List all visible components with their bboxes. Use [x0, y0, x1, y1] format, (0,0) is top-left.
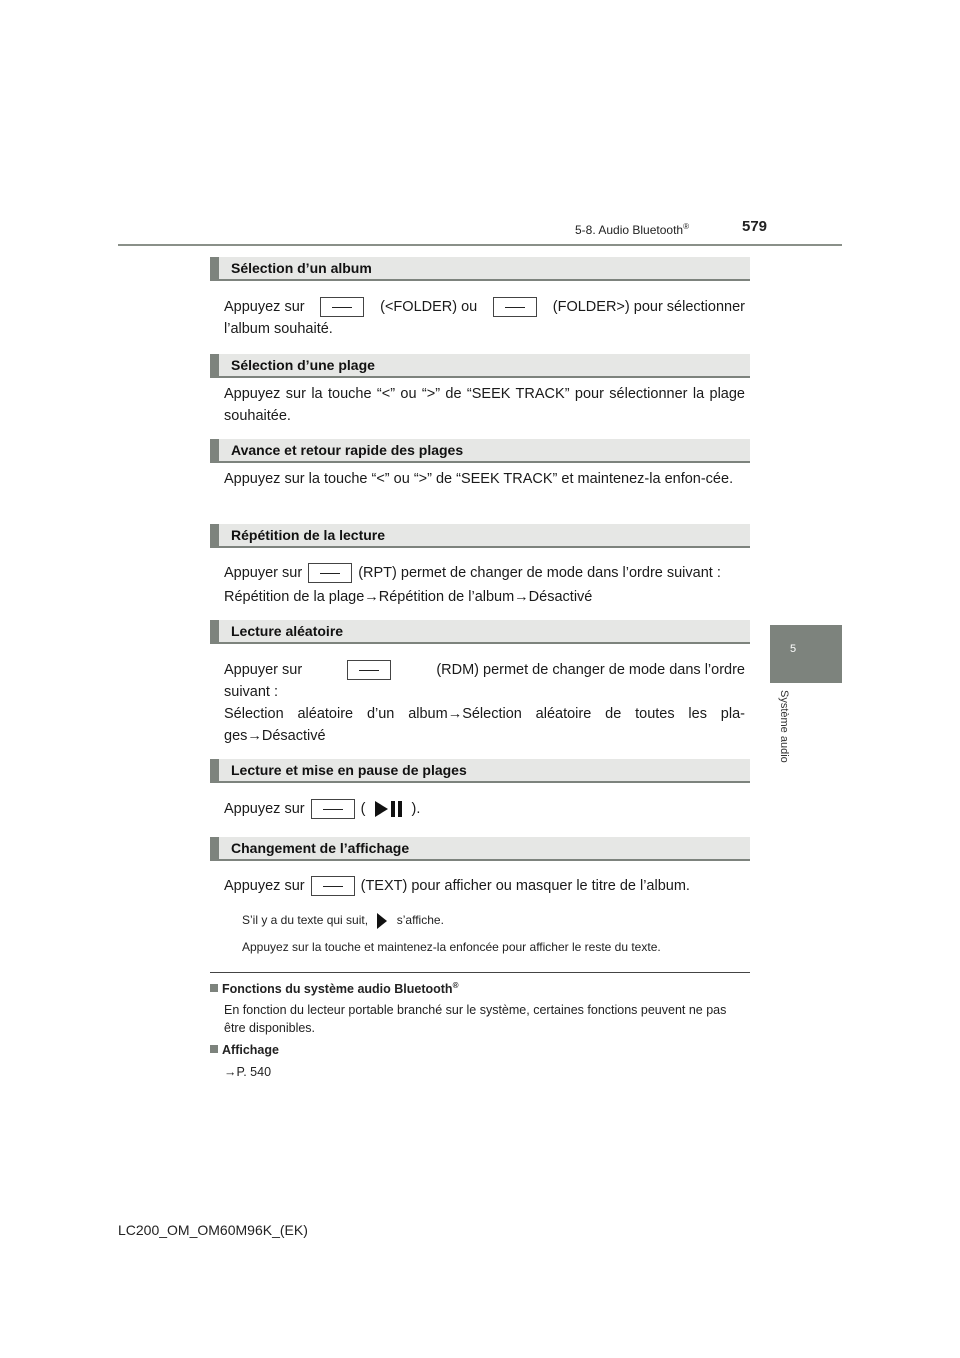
section-body-repeat: Appuyer sur (RPT) permet de changer de mode dans l’ordre suivant : Répétition de la plage→Répétition de l’album→Désactivé [224, 565, 721, 605]
note-heading-display: Affichage [210, 1043, 279, 1057]
folder-up-button [493, 297, 537, 317]
folder-down-button [320, 297, 364, 317]
chapter-tab-number: 5 [790, 643, 797, 655]
section-header-fast: Avance et retour rapide des plages [210, 439, 750, 463]
triangle-right-icon [375, 911, 389, 931]
bullet-square-icon [210, 1045, 218, 1053]
section-body-random: Appuyer sur (RDM) permet de changer de mode dans l’ordre suivant : Sélection aléatoire d’un album→Sélection aléatoire de toutes les pla-ges→Désactivé [224, 662, 745, 744]
play-button [311, 799, 355, 819]
section-header-album: Sélection d’un album [210, 257, 750, 281]
note-body-bluetooth: En fonction du lecteur portable branché sur le système, certaines fonctions peuvent ne pas être disponibles. [224, 1003, 727, 1035]
section-body-album: Appuyez sur (<FOLDER) ou (FOLDER>) pour sélectionner l’album souhaité. [224, 299, 745, 337]
section-header-repeat: Répétition de la lecture [210, 524, 750, 548]
section-header-play: Lecture et mise en pause de plages [210, 759, 750, 783]
header-rule [118, 244, 842, 246]
note-text-follows: S’il y a du texte qui suit, s’affiche. [242, 911, 444, 931]
note-heading-bluetooth: Fonctions du système audio Bluetooth® [210, 981, 458, 996]
chapter-title: 5-8. Audio Bluetooth® [575, 222, 689, 237]
text-button [311, 876, 355, 896]
section-body-track: Appuyez sur la touche “<” ou “>” de “SEEK TRACK” pour sélectionner la plage souhaitée. [224, 386, 745, 424]
rdm-button [347, 660, 391, 680]
bullet-square-icon [210, 984, 218, 992]
chapter-tab [770, 625, 842, 683]
page-number: 579 [742, 218, 768, 235]
chapter-tab-label: Système audio [778, 690, 790, 763]
section-header-track: Sélection d’une plage [210, 354, 750, 378]
section-header-display: Changement de l’affichage [210, 837, 750, 861]
section-header-random: Lecture aléatoire [210, 620, 750, 644]
section-body-play: Appuyez sur ( ). [224, 798, 745, 820]
document-code: LC200_OM_OM60M96K_(EK) [118, 1222, 308, 1238]
rpt-button [308, 563, 352, 583]
play-pause-icon [373, 800, 403, 818]
section-body-display: Appuyez sur (TEXT) pour afficher ou masquer le titre de l’album. [224, 875, 745, 897]
note-hold-button: Appuyez sur la touche et maintenez-la enfoncée pour afficher le reste du texte. [242, 940, 661, 954]
note-body-display: →P. 540 [224, 1065, 272, 1079]
notes-separator [210, 972, 750, 973]
section-body-fast: Appuyez sur la touche “<” ou “>” de “SEEK TRACK” et maintenez-la enfon-cée. [224, 471, 734, 487]
